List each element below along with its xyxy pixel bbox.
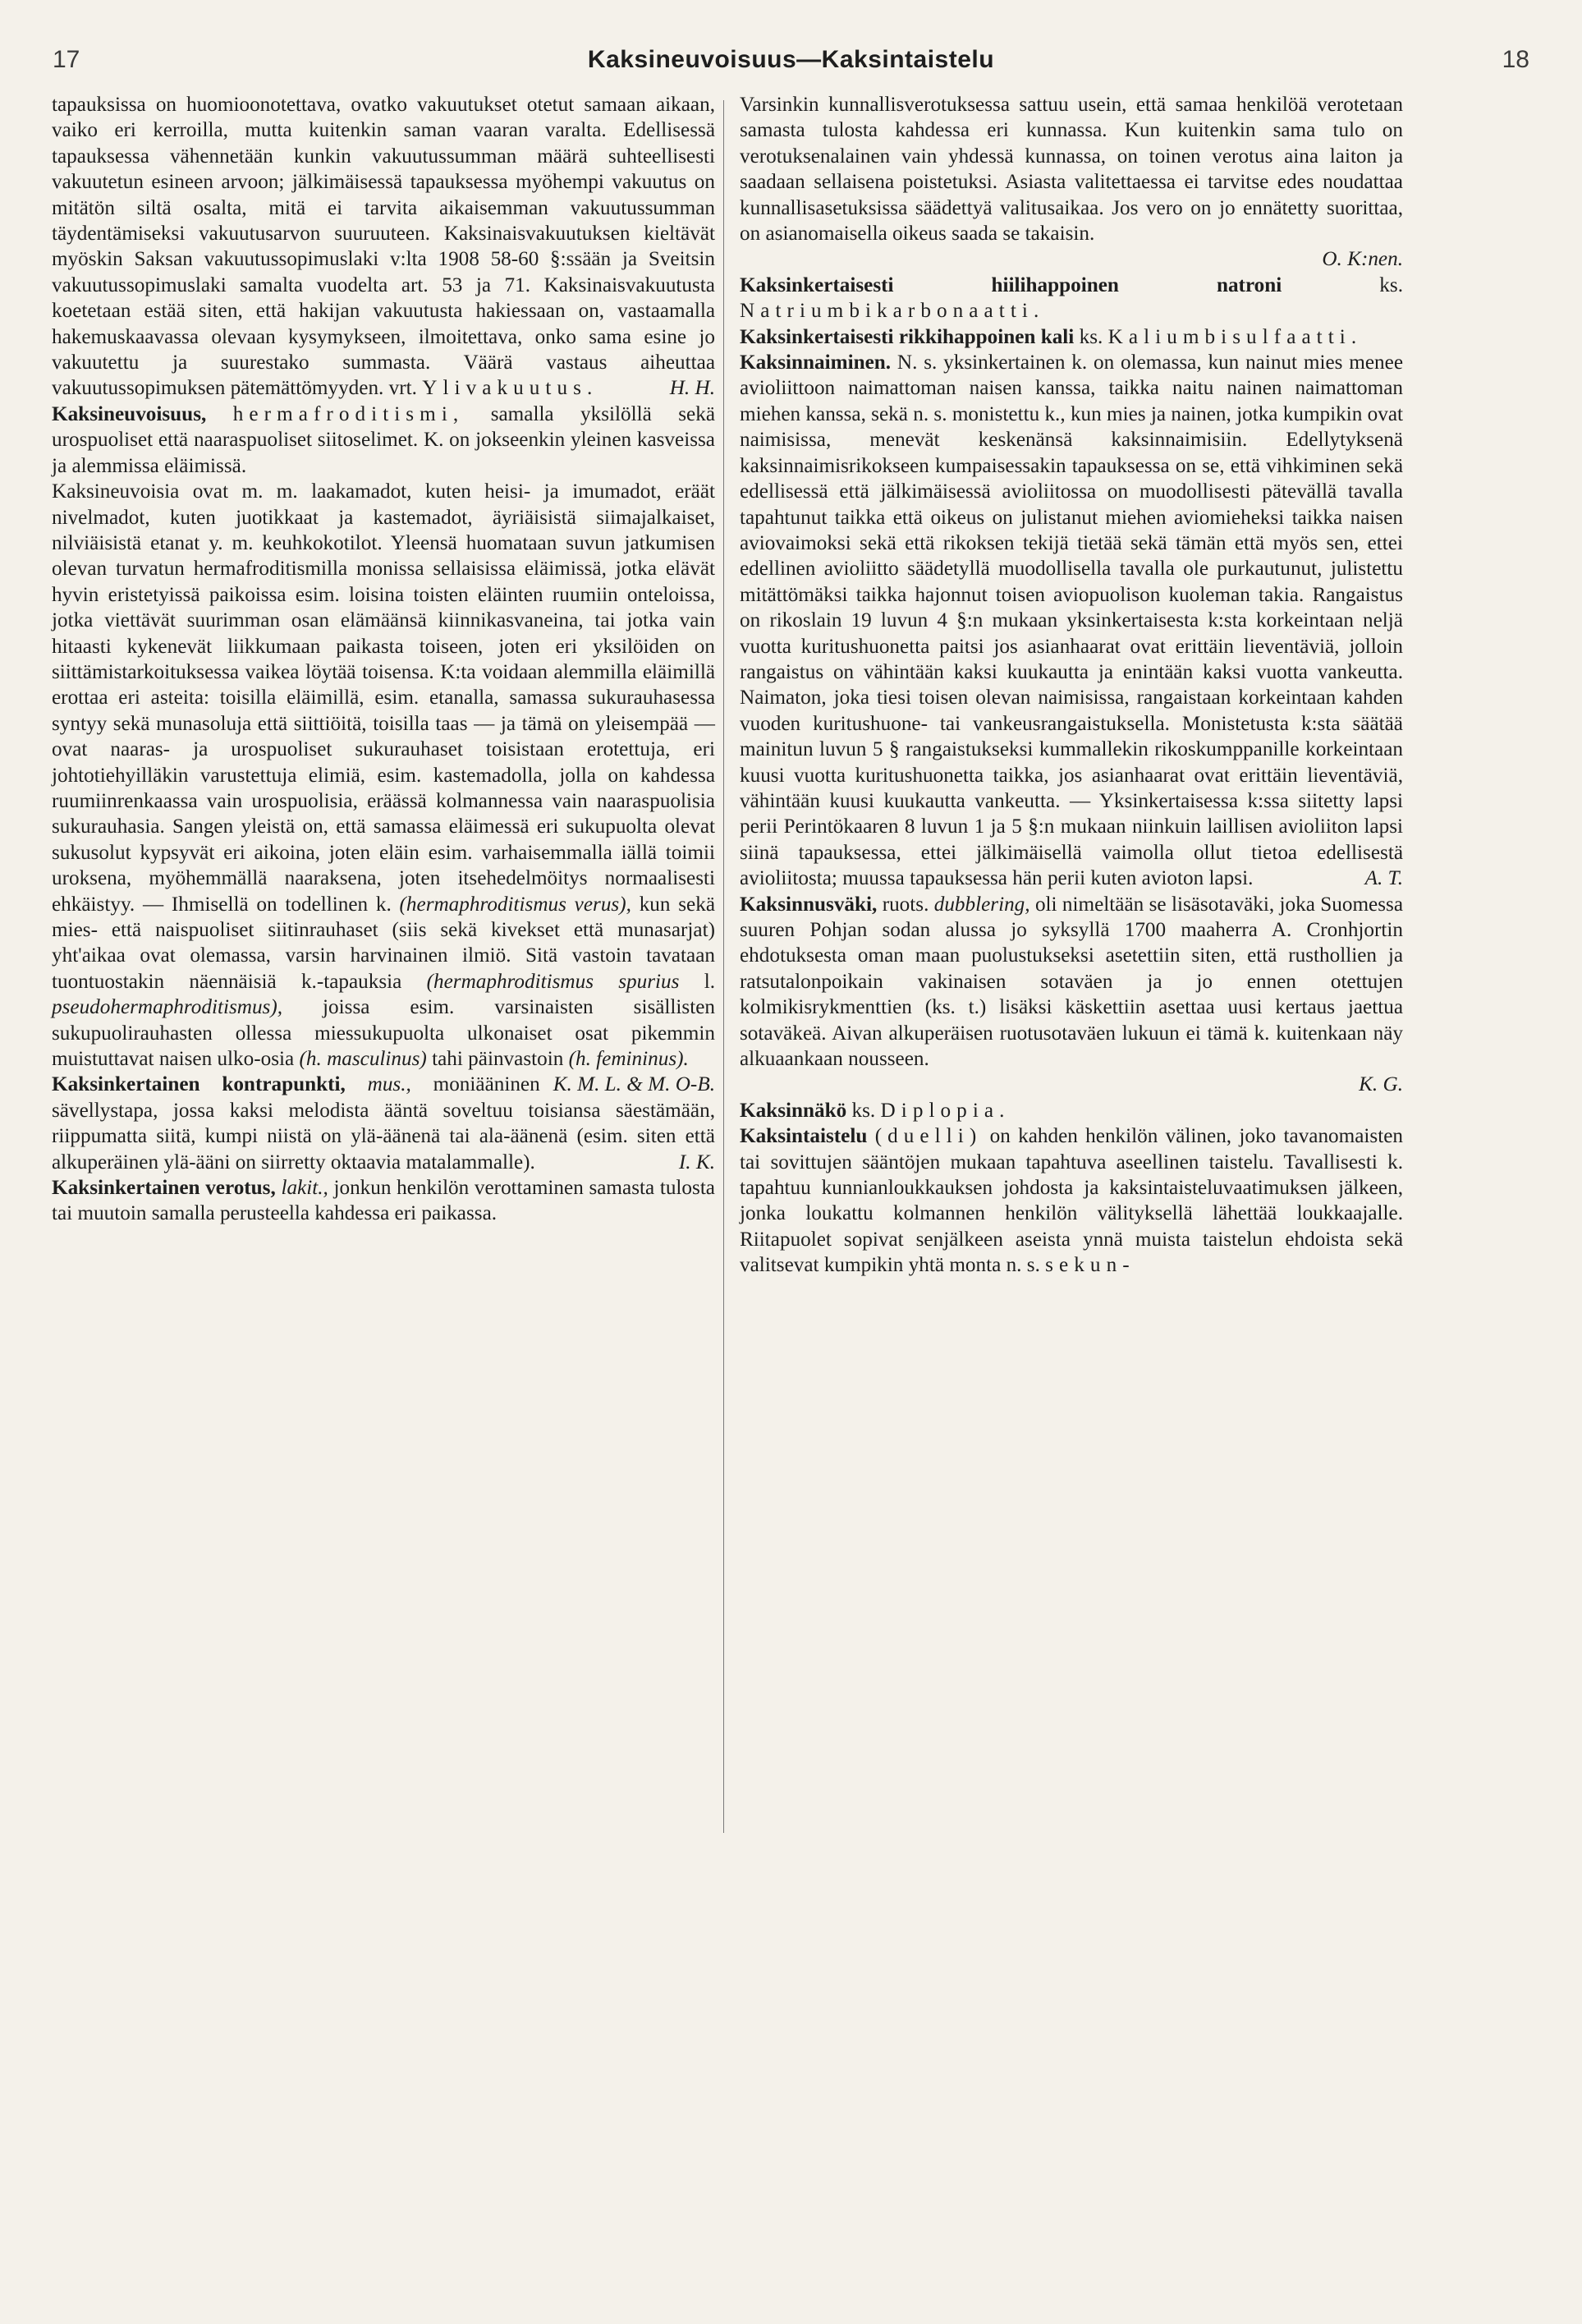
latin-term: (hermaphroditismus verus), <box>399 893 631 916</box>
running-title: Kaksineuvoisuus—Kaksintaistelu <box>587 46 995 73</box>
author-signature: I. K. <box>678 1151 715 1173</box>
body-text: moniääninen sävellystapa, jossa kaksi melodista ääntä soveltuu toisiansa säestämään, riippumatta siitä, kumpi niistä on ylä-äänenä tai ala-äänenä (esim. siten että alkuperäinen ylä-ääni on siirretty oktaavia matalammalle). <box>52 1073 715 1173</box>
cross-reference: Natriumbikarbonaatti. <box>740 300 1045 323</box>
body-text: tapauksissa on huomioonotettava, ovatko vakuutukset otetut samaan aikaan, vaiko eri kerroilla, mutta kuitenkin saman vaaran varalta. Edellisessä tapauksessa vähennetään kunkin vakuutussumman määrä suhteellisesti vakuutetun esineen arvoon; jälkimäisessä tapauksessa myöhempi vakuutus on mitätön siltä osalta, mitä ei tarvita aikaisemman vakuutussumman täydentämiseksi vakuutusarvon suuruuteen. Kaksinaisvakuutuksen kieltävät myöskin Saksan vakuutussopimuslaki v:lta 1908 58-60 §:ssään ja Sveitsin vakuutussopimuslaki samalta vuodelta art. 53 ja 71. Kaksinaisvakuutusta koetetaan estää siten, että hakijan vakuutusta hakiessaan on, vastaamalla hakemuskaavassa olevaan kysymykseen, ilmoitettava, onko sama esine jo vakuutettu ja suurestako summasta. Väärä vastaus aiheuttaa vakuutussopimuksen pätemättömyyden. vrt. <box>52 94 715 400</box>
spaced-synonym: (duelli) <box>874 1125 983 1148</box>
spaced-synonym: hermafroditismi, <box>232 402 465 425</box>
latin-term: pseudohermaphroditismus), <box>52 996 283 1019</box>
article-entry <box>740 892 1403 1072</box>
body-text: ks. <box>1379 273 1403 296</box>
body-text: oli nimeltään se lisäsotaväki, joka Suomessa suuren Pohjan sodan alussa jo syksyllä 1700 maaherra A. Cronhjortin ehdotuksesta oman maan puolustukseksi asetettiin siten, että rusthollien ja ratsutalonpoikain vakinaisen sotaväen ja jo ennen otettujen kolmikisrykmenttien (ks. t.) lisäksi käskettiin asettaa uusi kertaus jaettua sotaväkeä. Aivan alkuperäisen ruotusotaväen lukuun ei tämä k. kuitenkaan näy alkuaankaan nousseen. <box>740 893 1404 1071</box>
page-header <box>0 0 1582 90</box>
subject-abbreviation: mus., <box>367 1073 411 1096</box>
entry-headword: Kaksinkertaisesti hiilihappoinen natroni <box>740 273 1282 296</box>
article-entry <box>740 350 1403 892</box>
cross-reference: Diplopia. <box>880 1099 1011 1122</box>
author-signature: K. M. L. & M. O-B. <box>553 1073 715 1096</box>
entry-headword: Kaksinnäkö <box>740 1099 847 1122</box>
body-text: joissa esim. varsinaisten sisällisten sukupuolirauhasten ollessa miessukupuolta ulkonaiset osat pikemmin muistuttavat naisen ulko-osia <box>52 996 715 1071</box>
author-signature: O. K:nen. <box>1322 248 1403 271</box>
spaced-word: sekun- <box>1045 1254 1135 1277</box>
body-text: jonkun henkilön verottaminen samasta tulosta tai muutoin samalla perusteella kahdessa eri paikassa. <box>52 1177 715 1225</box>
column-divider <box>723 100 724 1833</box>
page-number-right: 18 <box>1502 46 1529 73</box>
author-signature: K. G. <box>1359 1073 1403 1096</box>
body-text: l. <box>704 970 716 993</box>
subject-abbreviation: lakit., <box>281 1177 328 1200</box>
author-signature: A. T. <box>1364 867 1403 890</box>
body-text: Kaksineuvoisia ovat m. m. laakamadot, kuten heisi- ja imumadot, eräät nivelmadot, kuten juotikkaat ja kastemadot, äyriäisistä siimajalkaiset, nilviäisistä etanat y. m. keuhkokotilot. Yleensä huomataan suvun jatkumisen olevan turvatun hermafroditismilla monissa sellaisissa eläimissä, jotka elävät hyvin eristetyissä paikoissa esim. loisina toisten eläinten ruumiin onteloissa, jotka viettävät suurimman osan elämäänsä kiinnikasvaneina, tai jotka vain hitaasti kykenevät liikkumaan paikasta toiseen, joten eri yksilöiden on siittämistarkoituksessa vaikea löytää toisensa. K:ta voidaan alemmilla eläimillä erottaa eri asteita: toisilla eläimillä, esim. etanalla, samassa sukurauhasessa syntyy sekä munasoluja että siittiöitä, toisilla taas — ja tämä on yleisempää — ovat naaras- ja urospuoliset sukurauhaset toisistaan erotettuja, eri johtotiehyilläkin varustettuja elimiä, esim. kastemadolla, jolla on kahdessa ruumiinrenkaassa vain urospuolisia, eräässä kolmannessa vain naaraspuolisia sukurauhasia. Sangen yleistä on, että samassa eläimessä eri sukupuolta olevat sukusolut kypsyvät eri aikoina, joten eläin esim. varhaisemmalla iällä toimii uroksena, myöhemmällä naaraksena, joten itsehedelmöitys normaalisesti ehkäistyy. — Ihmisellä on todellinen k. <box>52 480 715 916</box>
author-signature: H. H. <box>669 377 715 400</box>
left-column <box>52 92 715 1227</box>
body-text: on kahden henkilön välinen, joko tavanomaisten tai sovittujen sääntöjen mukaan tapahtuva aseellinen taistelu. Tavallisesti k. tapahtuu kunnianloukkauksen johdosta ja kaksintaisteluvaatimuksen jälkeen, jonka loukattu kolmannen henkilön välityksellä lähettää loukkaajalle. Riitapuolet sopivat senjälkeen aseista ynnä muista taistelun ehdoista sekä valitsevat kumpikin yhtä monta n. s. <box>740 1125 1403 1277</box>
body-text: kun sekä mies- että naispuoliset siitinrauhaset (siis sekä kivekset että munasarjat) yht'aikaa ovat olemassa, varsin harvinainen ilmiö. Sitä vastoin tavataan tuontuostakin näennäisiä k.-tapauksia <box>52 893 716 993</box>
swedish-term: dubblering, <box>933 893 1030 916</box>
article-entry <box>52 1175 715 1227</box>
article-entry <box>52 402 715 479</box>
page-number-left: 17 <box>53 46 80 73</box>
latin-term: (h. femininus). <box>568 1048 689 1071</box>
latin-term: (h. masculinus) <box>299 1048 427 1071</box>
entry-headword: Kaksinnusväki, <box>740 893 878 916</box>
entry-headword: Kaksinkertainen kontrapunkti, <box>52 1073 346 1096</box>
body-text: samalla yksilöllä sekä urospuoliset että naaraspuoliset siitoselimet. K. on jokseenkin yleinen kasveissa ja alemmissa eläimissä. <box>52 402 716 477</box>
body-text: Varsinkin kunnallisverotuksessa sattuu usein, että samaa henkilöä verotetaan samasta tulosta kahdessa eri kunnassa. Kun kuitenkin sama tulo on verotuksenalainen vain yhdessä kunnassa, on toinen verotus aina laiton ja saadaan sellaisena poistetuksi. Asiasta valitettaessa ei tarvitse edes noudattaa kunnallisasetuksissa säädettyä valitusaikaa. Jos vero on jo ennätetty suorittaa, on asianomaisella oikeus saada se takaisin. <box>740 94 1403 246</box>
article-entry <box>740 1123 1403 1278</box>
entry-headword: Kaksinkertaisesti rikkihappoinen kali <box>740 325 1075 348</box>
article-entry <box>740 273 1403 324</box>
body-text: ks. <box>1079 325 1103 348</box>
body-text: N. s. yksinkertainen k. on olemassa, kun nainut mies menee avioliittoon naimattoman naisen kanssa, taikka naitu nainen naimattoman miehen kanssa, sekä n. s. monistettu k., kun mies ja nainen, jotka kumpikin ovat naimisissa, menevät keskenänsä kaksinnaimisiin. Edellytyksenä kaksinnaimisrikokseen kumpaisessakin tapauksessa on se, että vihkiminen sekä edellisessä että jälkimäisessä avioliitossa on muodollisesti pätevällä tavalla tapahtunut taikka että oikeus on julistanut miehen aviomieheksi taikka naisen aviovaimoksi sekä että rikoksen tekijä tietää sekä tämän että myös sen, ettei edellinen avioliitto säädetyllä muodollisella tavalla ole purkautunut, julistettu mitättömäksi taikka hajonnut toisen aviopuolison kuoleman takia. Rangaistus on rikoslain 19 luvun 4 §:n mukaan yksinkertaisesta k:sta korkeintaan neljä vuotta kuritushuonetta paitsi jos asianhaarat ovat erittäin lieventäviä, jolloin rangaistus on vähintään kaksi kuukautta ja enintään kaksi vuotta vankeutta. Naimaton, joka tiesi toisen olevan naimisissa, rangaistaan korkeintaan kahden vuoden kuritushuone- tai vankeusrangaistuksella. Monistetusta k:sta säätää mainitun luvun 5 § rangaistukseksi kummallekin rikoskumppanille korkeintaan kuusi vuotta kuritushuonetta taikka, jos asianhaarat ovat erittäin lieventäviä, vähintään kuusi kuukautta vankeutta. — Yksinkertaisessa k:ssa siitetty lapsi perii Perintökaaren 8 luvun 1 ja 5 §:n mukaan niinkuin laillisen avioliiton lapsi siinä tapauksessa, ettei jälkimäisellä vaimolla ollut tietoa edellisestä avioliitosta; muussa tapauksessa hän perii kuten avioton lapsi. <box>740 351 1404 890</box>
entry-headword: Kaksinkertainen verotus, <box>52 1177 276 1200</box>
entry-headword: Kaksineuvoisuus, <box>52 402 207 425</box>
body-text: tahi päinvastoin <box>432 1048 564 1071</box>
article-entry <box>740 1098 1403 1123</box>
article-entry <box>740 324 1403 350</box>
entry-headword: Kaksintaistelu <box>740 1125 868 1148</box>
body-text: ks. <box>851 1099 876 1122</box>
cross-reference: Ylivakuutus. <box>422 377 598 400</box>
right-column <box>740 92 1403 1279</box>
body-text: ruots. <box>882 893 929 916</box>
latin-term: (hermaphroditismus spurius <box>426 970 680 993</box>
article-paragraph <box>740 92 1403 246</box>
entry-headword: Kaksinnaiminen. <box>740 351 892 374</box>
cross-reference: Kaliumbisulfaatti. <box>1107 325 1363 348</box>
article-paragraph <box>52 92 715 402</box>
